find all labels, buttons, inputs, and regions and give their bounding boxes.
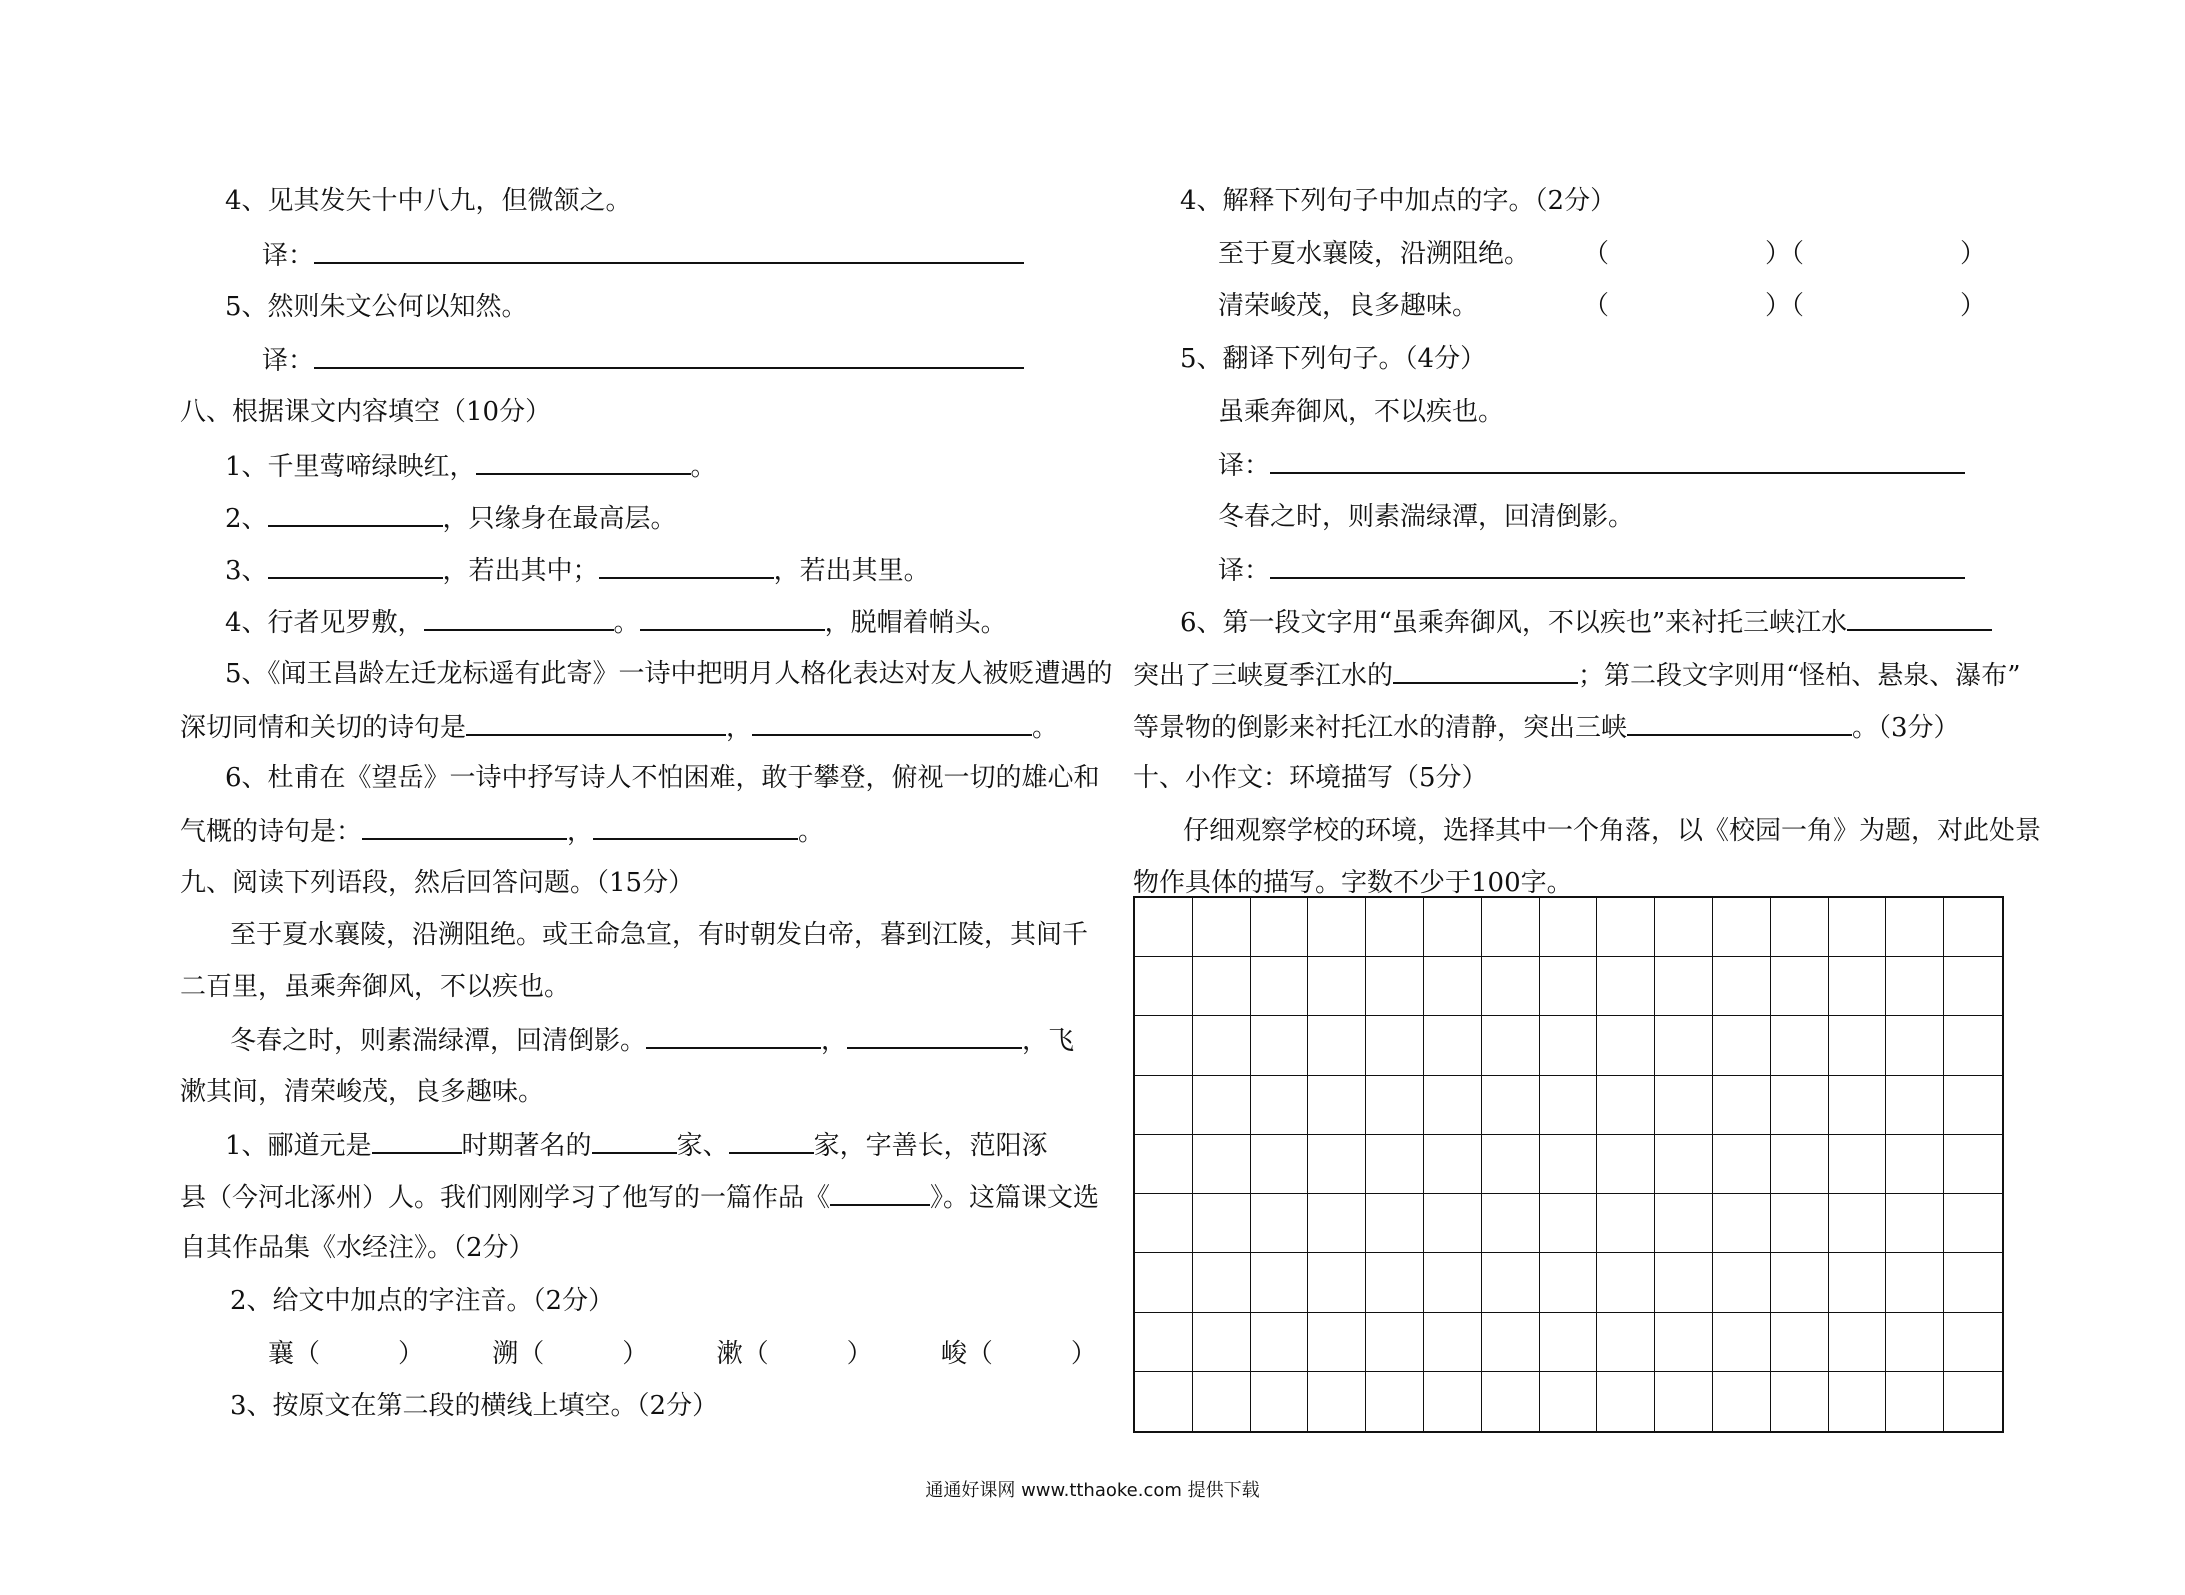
q9-4-b: 清荣峻茂，良多趣味。 — [1218, 291, 1479, 321]
grid-cell[interactable] — [1713, 957, 1771, 1016]
q9-3: 3、按原文在第二段的横线上填空。（2分） — [230, 1391, 719, 1421]
q9-4-a-answers[interactable]: （ ）（ ） — [1583, 239, 1987, 269]
answer-blank[interactable] — [424, 603, 614, 631]
answer-blank[interactable] — [1270, 551, 1965, 579]
answer-blank[interactable] — [268, 499, 443, 527]
grid-cell[interactable] — [1135, 1372, 1193, 1431]
answer-blank[interactable] — [593, 812, 798, 840]
q9-5: 5、翻译下列句子。（4分） — [1180, 344, 1487, 374]
footer-credit: 通通好课网 www.tthaoke.com 提供下载 — [925, 1480, 1260, 1501]
passage-p1-line1: 至于夏水襄陵，沿溯阻绝。或王命急宣，有时朝发白帝，暮到江陵，其间千 — [230, 920, 1089, 950]
grid-cell[interactable] — [1829, 898, 1887, 957]
answer-blank[interactable] — [729, 1126, 814, 1154]
grid-cell[interactable] — [1886, 1135, 1944, 1194]
grid-cell[interactable] — [1713, 1135, 1771, 1194]
grid-cell[interactable] — [1771, 1076, 1829, 1135]
grid-cell[interactable] — [1193, 1253, 1251, 1312]
grid-cell[interactable] — [1655, 957, 1713, 1016]
grid-cell[interactable] — [1251, 1372, 1309, 1431]
grid-cell[interactable] — [1366, 1016, 1424, 1075]
grid-cell[interactable] — [1713, 1076, 1771, 1135]
answer-blank[interactable] — [830, 1178, 930, 1206]
grid-cell[interactable] — [1135, 1194, 1193, 1253]
grid-cell[interactable] — [1424, 1313, 1482, 1372]
grid-cell[interactable] — [1193, 1313, 1251, 1372]
grid-cell[interactable] — [1597, 1372, 1655, 1431]
grid-cell[interactable] — [1482, 1372, 1540, 1431]
q9-5-b-translation: 译： — [1218, 551, 1965, 589]
grid-cell[interactable] — [1655, 1194, 1713, 1253]
grid-cell[interactable] — [1251, 1194, 1309, 1253]
composition-grid[interactable] — [1133, 896, 2004, 1433]
grid-cell[interactable] — [1424, 1253, 1482, 1312]
grid-cell[interactable] — [1886, 1313, 1944, 1372]
q9-1-line1: 1、郦道元是 时期著名的 家、 家，字善长，范阳涿 — [225, 1126, 1048, 1164]
grid-cell[interactable] — [1829, 1194, 1887, 1253]
section-10-title: 十、小作文：环境描写（5分） — [1133, 763, 1488, 793]
answer-blank[interactable] — [1627, 708, 1852, 736]
q9-6-line1: 6、第一段文字用“虽乘奔御风，不以疾也”来衬托三峡江水 — [1180, 603, 1992, 641]
grid-cell[interactable] — [1193, 1194, 1251, 1253]
grid-cell[interactable] — [1540, 1253, 1598, 1312]
grid-cell[interactable] — [1886, 1194, 1944, 1253]
grid-cell[interactable] — [1886, 1372, 1944, 1431]
grid-cell[interactable] — [1424, 1016, 1482, 1075]
s8-item-6-line2: 气概的诗句是： ， 。 — [180, 812, 824, 850]
grid-cell[interactable] — [1886, 1076, 1944, 1135]
grid-cell[interactable] — [1886, 1016, 1944, 1075]
s8-item-6-line1: 6、杜甫在《望岳》一诗中抒写诗人不怕困难，敢于攀登，俯视一切的雄心和 — [225, 763, 1100, 793]
s8-item-4: 4、行者见罗敷， 。 ，脱帽着帩头。 — [225, 603, 1007, 641]
grid-cell[interactable] — [1135, 898, 1193, 957]
q9-6-line2: 突出了三峡夏季江水的 ；第二段文字则用“怪柏、悬泉、瀑布” — [1133, 656, 2021, 694]
grid-cell[interactable] — [1424, 1194, 1482, 1253]
grid-cell[interactable] — [1308, 1135, 1366, 1194]
q7-4: 4、见其发矢十中八九，但微颔之。 — [225, 186, 632, 216]
grid-cell[interactable] — [1886, 1253, 1944, 1312]
grid-cell[interactable] — [1829, 1016, 1887, 1075]
answer-blank[interactable] — [1393, 656, 1578, 684]
grid-cell[interactable] — [1135, 1313, 1193, 1372]
grid-cell[interactable] — [1829, 1076, 1887, 1135]
grid-cell[interactable] — [1944, 957, 2002, 1016]
s8-item-3: 3、 ，若出其中； ，若出其里。 — [225, 551, 930, 589]
grid-cell[interactable] — [1597, 1076, 1655, 1135]
grid-cell[interactable] — [1135, 1135, 1193, 1194]
grid-cell[interactable] — [1540, 1076, 1598, 1135]
grid-cell[interactable] — [1251, 957, 1309, 1016]
grid-cell[interactable] — [1944, 1313, 2002, 1372]
passage-p2-line1: 冬春之时，则素湍绿潭，回清倒影。 ， ，飞 — [230, 1021, 1074, 1059]
q9-4-a: 至于夏水襄陵，沿溯阻绝。 — [1218, 239, 1531, 269]
s10-line1: 仔细观察学校的环境，选择其中一个角落，以《校园一角》为题，对此处景 — [1183, 816, 2042, 846]
grid-cell[interactable] — [1655, 1372, 1713, 1431]
grid-cell[interactable] — [1193, 898, 1251, 957]
q7-5: 5、然则朱文公何以知然。 — [225, 292, 528, 322]
grid-cell[interactable] — [1366, 1313, 1424, 1372]
answer-blank[interactable] — [372, 1126, 462, 1154]
pinyin-item[interactable]: 漱（ ） — [716, 1339, 873, 1369]
answer-blank[interactable] — [476, 447, 691, 475]
grid-cell[interactable] — [1655, 1313, 1713, 1372]
grid-cell[interactable] — [1193, 1016, 1251, 1075]
grid-cell[interactable] — [1540, 1135, 1598, 1194]
grid-cell[interactable] — [1540, 898, 1598, 957]
grid-cell[interactable] — [1771, 898, 1829, 957]
grid-cell[interactable] — [1308, 1372, 1366, 1431]
grid-cell[interactable] — [1366, 1076, 1424, 1135]
pinyin-item[interactable]: 峻（ ） — [940, 1339, 1097, 1369]
grid-cell[interactable] — [1771, 957, 1829, 1016]
grid-cell[interactable] — [1597, 1194, 1655, 1253]
answer-blank[interactable] — [466, 708, 726, 736]
grid-cell[interactable] — [1713, 898, 1771, 957]
s8-item-2: 2、 ，只缘身在最高层。 — [225, 499, 677, 537]
answer-blank[interactable] — [847, 1021, 1022, 1049]
grid-cell[interactable] — [1597, 957, 1655, 1016]
grid-cell[interactable] — [1771, 1135, 1829, 1194]
grid-cell[interactable] — [1713, 1253, 1771, 1312]
grid-cell[interactable] — [1308, 1313, 1366, 1372]
s8-item-5-line2: 深切同情和关切的诗句是 ， 。 — [180, 708, 1058, 746]
grid-cell[interactable] — [1771, 1194, 1829, 1253]
grid-cell[interactable] — [1771, 1016, 1829, 1075]
grid-cell[interactable] — [1597, 1253, 1655, 1312]
grid-cell[interactable] — [1482, 957, 1540, 1016]
s8-item-1: 1、千里莺啼绿映红， 。 — [225, 447, 717, 485]
s8-item-5-line1: 5、《闻王昌龄左迁龙标遥有此寄》一诗中把明月人格化表达对友人被贬遭遇的 — [225, 659, 1113, 689]
grid-cell[interactable] — [1829, 1253, 1887, 1312]
q9-4: 4、解释下列句子中加点的字。（2分） — [1180, 186, 1617, 216]
grid-cell[interactable] — [1482, 1253, 1540, 1312]
grid-cell[interactable] — [1597, 1016, 1655, 1075]
grid-cell[interactable] — [1540, 1016, 1598, 1075]
grid-cell[interactable] — [1251, 1313, 1309, 1372]
pinyin-row — [268, 1336, 1097, 1372]
grid-cell[interactable] — [1424, 1372, 1482, 1431]
grid-cell[interactable] — [1829, 957, 1887, 1016]
grid-cell[interactable] — [1886, 898, 1944, 957]
grid-cell[interactable] — [1482, 1135, 1540, 1194]
grid-cell[interactable] — [1944, 1253, 2002, 1312]
grid-cell[interactable] — [1424, 898, 1482, 957]
grid-cell[interactable] — [1135, 1253, 1193, 1312]
grid-cell[interactable] — [1193, 1135, 1251, 1194]
answer-blank[interactable] — [362, 812, 567, 840]
grid-cell[interactable] — [1713, 1372, 1771, 1431]
q9-6-line3: 等景物的倒影来衬托江水的清静，突出三峡 。（3分） — [1133, 708, 1960, 746]
passage-p2-line2: 漱其间，清荣峻茂，良多趣味。 — [180, 1077, 545, 1107]
answer-blank[interactable] — [1847, 603, 1992, 631]
grid-cell[interactable] — [1366, 1194, 1424, 1253]
grid-cell[interactable] — [1713, 1313, 1771, 1372]
s10-line2: 物作具体的描写。字数不少于100字。 — [1133, 868, 1573, 898]
grid-cell[interactable] — [1135, 957, 1193, 1016]
grid-cell[interactable] — [1655, 1076, 1713, 1135]
grid-cell[interactable] — [1482, 1194, 1540, 1253]
q9-2: 2、给文中加点的字注音。（2分） — [230, 1286, 615, 1316]
grid-cell[interactable] — [1308, 1194, 1366, 1253]
answer-blank[interactable] — [1270, 446, 1965, 474]
q9-4-b-answers[interactable]: （ ）（ ） — [1583, 291, 1987, 321]
grid-cell[interactable] — [1771, 1372, 1829, 1431]
q9-1-line2: 县（今河北涿州）人。我们刚刚学习了他写的一篇作品《 》。这篇课文选 — [180, 1178, 1099, 1216]
grid-cell[interactable] — [1482, 1016, 1540, 1075]
grid-cell[interactable] — [1424, 1076, 1482, 1135]
section-9-title: 九、阅读下列语段，然后回答问题。（15分） — [180, 868, 695, 898]
grid-cell[interactable] — [1308, 1253, 1366, 1312]
grid-cell[interactable] — [1540, 1372, 1598, 1431]
grid-cell[interactable] — [1366, 898, 1424, 957]
grid-cell[interactable] — [1655, 1253, 1713, 1312]
grid-cell[interactable] — [1482, 898, 1540, 957]
q9-5-a: 虽乘奔御风，不以疾也。 — [1218, 397, 1505, 427]
grid-cell[interactable] — [1655, 1135, 1713, 1194]
grid-cell[interactable] — [1771, 1253, 1829, 1312]
grid-cell[interactable] — [1540, 957, 1598, 1016]
grid-cell[interactable] — [1482, 1076, 1540, 1135]
grid-cell[interactable] — [1193, 957, 1251, 1016]
grid-cell[interactable] — [1655, 898, 1713, 957]
grid-cell[interactable] — [1771, 1313, 1829, 1372]
grid-cell[interactable] — [1944, 1372, 2002, 1431]
grid-cell[interactable] — [1251, 1016, 1309, 1075]
grid-cell[interactable] — [1597, 1135, 1655, 1194]
grid-cell[interactable] — [1366, 957, 1424, 1016]
answer-blank[interactable] — [752, 708, 1032, 736]
q7-5-translation: 译： — [262, 341, 1024, 379]
grid-cell[interactable] — [1829, 1135, 1887, 1194]
grid-cell[interactable] — [1886, 957, 1944, 1016]
grid-cell[interactable] — [1308, 898, 1366, 957]
grid-cell[interactable] — [1597, 898, 1655, 957]
grid-cell[interactable] — [1135, 1016, 1193, 1075]
grid-cell[interactable] — [1944, 1194, 2002, 1253]
answer-blank[interactable] — [314, 341, 1024, 369]
grid-cell[interactable] — [1713, 1194, 1771, 1253]
grid-cell[interactable] — [1424, 957, 1482, 1016]
answer-blank[interactable] — [599, 551, 774, 579]
grid-cell[interactable] — [1944, 1076, 2002, 1135]
grid-cell[interactable] — [1597, 1313, 1655, 1372]
grid-cell[interactable] — [1944, 1135, 2002, 1194]
pinyin-item[interactable]: 溯（ ） — [492, 1339, 649, 1369]
grid-cell[interactable] — [1944, 898, 2002, 957]
answer-blank[interactable] — [640, 603, 825, 631]
grid-cell[interactable] — [1251, 1076, 1309, 1135]
answer-blank[interactable] — [314, 236, 1024, 264]
grid-cell[interactable] — [1829, 1313, 1887, 1372]
q9-5-b: 冬春之时，则素湍绿潭，回清倒影。 — [1218, 502, 1635, 532]
grid-cell[interactable] — [1193, 1372, 1251, 1431]
grid-cell[interactable] — [1251, 1253, 1309, 1312]
grid-cell[interactable] — [1655, 1016, 1713, 1075]
grid-cell[interactable] — [1366, 1253, 1424, 1312]
grid-cell[interactable] — [1193, 1076, 1251, 1135]
answer-blank[interactable] — [646, 1021, 821, 1049]
grid-cell[interactable] — [1366, 1372, 1424, 1431]
grid-cell[interactable] — [1366, 1135, 1424, 1194]
answer-blank[interactable] — [592, 1126, 677, 1154]
grid-cell[interactable] — [1829, 1372, 1887, 1431]
grid-cell[interactable] — [1135, 1076, 1193, 1135]
grid-cell[interactable] — [1308, 1076, 1366, 1135]
q9-5-a-translation: 译： — [1218, 446, 1965, 484]
section-8-title: 八、根据课文内容填空（10分） — [180, 397, 552, 427]
q7-4-translation: 译： — [262, 236, 1024, 274]
grid-cell[interactable] — [1308, 1016, 1366, 1075]
grid-cell[interactable] — [1540, 1194, 1598, 1253]
grid-cell[interactable] — [1482, 1313, 1540, 1372]
passage-p1-line2: 二百里，虽乘奔御风，不以疾也。 — [180, 972, 571, 1002]
grid-cell[interactable] — [1540, 1313, 1598, 1372]
grid-cell[interactable] — [1308, 957, 1366, 1016]
grid-cell[interactable] — [1251, 1135, 1309, 1194]
answer-blank[interactable] — [268, 551, 443, 579]
grid-cell[interactable] — [1713, 1016, 1771, 1075]
pinyin-item[interactable]: 襄（ ） — [268, 1339, 425, 1369]
grid-cell[interactable] — [1424, 1135, 1482, 1194]
grid-cell[interactable] — [1251, 898, 1309, 957]
q9-1-line3: 自其作品集《水经注》。（2分） — [180, 1233, 535, 1263]
grid-cell[interactable] — [1944, 1016, 2002, 1075]
